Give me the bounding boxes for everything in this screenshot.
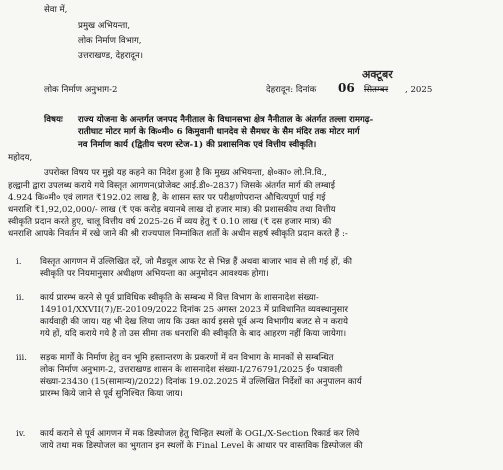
condition-line: गये हों, यदि कराये गये है तो उस सीमा तक धनराशि की स्वीकृति के बाद आहरण नहीं किया जायेगा। <box>40 329 347 339</box>
condition-line: विस्तृत आगणन में उल्लिखित दरें, जो मैडयूल आफ रेट से भिन्न हैं अथवा बाजार भाव से ली गई हों, की <box>40 257 352 267</box>
condition-line: सड़क मार्गों के निर्माण हेतु वन भूमि हस्तान्तरण के प्रकरणों में वन विभाग के मानकों से सम्बन्धित <box>40 353 334 363</box>
condition-line: जाये तथा मक डिस्पोजल का भुगतान इन स्थलों के Final Level के आधार पर वास्तविक डिस्पोजल की <box>40 441 363 451</box>
condition-line: कार्य प्रारम्भ करने से पूर्व प्राविधिक स्वीकृति के सम्बन्ध में वित्त विभाग के शासनादेश संख्या- <box>40 293 319 303</box>
body-line: स्वीकृति प्रदान करते हुए, चालू वित्तीय वर्ष 2025-26 में व्यय हेतु ₹ 0.10 लाख (₹ दस हजार मात्र) की <box>8 217 332 227</box>
condition-line: स्वीकृति पर नियमानुसार अधीक्षण अभियन्ता का अनुमोदन आवश्यक होगा। <box>40 269 269 279</box>
recipient-dept: लोक निर्माण विभाग, <box>78 36 142 46</box>
place-date-label: देहरादून: दिनांक <box>266 85 317 95</box>
body-line: 4.924 कि०मी० एवं लागत ₹192.02 लाख है, के शासन स्तर पर परीक्षणोपरान्त औचित्यपूर्ण पाई गई <box>8 193 326 203</box>
struck-month: सितम्बर <box>364 85 389 95</box>
condition-line: कार्य कराने से पूर्व आगणन में मक डिस्पोजल हेतु चिन्हित स्थलों के OGL/X-Section रिकार्ड कर लिये <box>40 429 360 439</box>
subject-line-3: नव निर्माण कार्य (द्वितीय चरण स्टेज-1) की प्रशासनिक एवं वित्तीय स्वीकृति। <box>78 140 317 150</box>
recipient-title: प्रमुख अभियन्ता, <box>78 21 131 31</box>
subject-line-1: राज्य योजना के अन्तर्गत जनपद नैनीताल के विधानसभा क्षेत्र नैनीताल के अंतर्गत तल्ला रामगढ़- <box>78 115 374 125</box>
body-line: उपरोक्त विषय पर मुझे यह कहने का निदेश हुआ है कि मुख्य अभियन्ता, क्षे०का० लो.नि.वि., <box>44 168 327 178</box>
body-line: धनराशि आपके निवर्तन में रखे जाने की श्री राज्यपाल निम्नांकित शर्तों के अधीन सहर्ष स्वीकृति प्रदान करते हैं :- <box>8 229 348 239</box>
condition-number: iv. <box>16 429 26 439</box>
condition-line: प्रारम्भ किये जाने से पूर्व सुनिश्चित किया जाय। <box>40 389 183 399</box>
condition-line: लोक निर्माण अनुभाग-2, उत्तराखण्ड शासन के शासनादेश संख्या-I/276791/2025 ई० पत्रावली <box>40 365 343 375</box>
subject-label: विषयः <box>44 115 63 125</box>
salutation: महोदय, <box>8 153 33 163</box>
date-day: 06 <box>338 81 355 95</box>
subject-line-2: रातीघाट मोटर मार्ग के कि०मी० 6 किमुवानी धानदेव से सैमधर के सैम मंदिर तक मोटर मार्ग <box>78 127 360 137</box>
condition-line: संख्या-23430 (15(सामान्य)/2022) दिनांक 19.02.2025 में उल्लिखित निर्देशों का अनुपालन कार्य <box>40 377 362 387</box>
body-line: धनराशि ₹1,92,02,000/- लाख (₹ एक करोड़ बयानबे लाख दो हजार मात्र) की प्रशासकीय तथा वित्तीय <box>8 205 336 215</box>
body-line: हल्द्वानी द्वारा उपलब्ध कराये गये विस्तृत आगणन(प्रोजेक्ट आई.डी०-2837) जिसके अंतर्गत मार्ग की लम्बाई <box>8 181 336 191</box>
condition-number: ii. <box>16 293 25 303</box>
section-name: लोक निर्माण अनुभाग-2 <box>44 85 118 95</box>
date-year: , 2025 <box>405 85 433 95</box>
handwritten-month: अक्टूबर <box>362 68 393 81</box>
salutation-to: सेवा में, <box>44 5 68 15</box>
condition-number: iii. <box>16 353 27 363</box>
condition-number: i. <box>16 257 22 267</box>
recipient-place: उत्तराखण्ड, देहरादून। <box>78 51 144 61</box>
condition-line: 149101/XXVII(7)/E-20109/2022 दिनांक 25 अगस्त 2023 में प्राविधानित व्यवस्थानुसार <box>40 305 348 315</box>
condition-line: कार्यवाही की जाय। यह भी देख लिया जाय कि उक्त कार्य इससे पूर्व अन्य विभागीय बजट से न कराये <box>40 317 348 327</box>
